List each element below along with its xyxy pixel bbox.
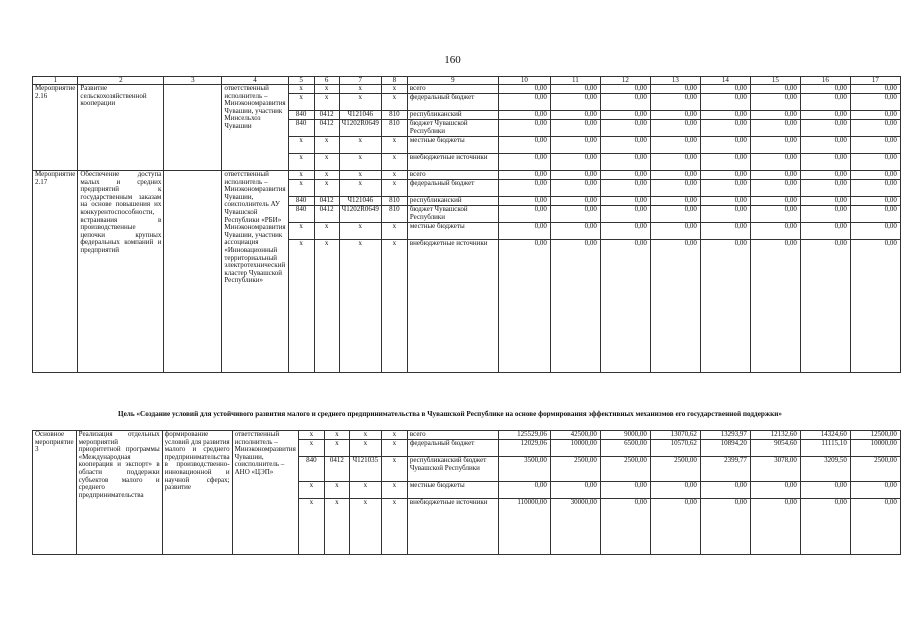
funding-source: республиканский <box>407 111 498 120</box>
value-year-3: 2500,00 <box>600 457 650 482</box>
code-target: x <box>339 85 381 94</box>
code-section: x <box>314 94 339 111</box>
value-year-5: 0,00 <box>700 197 750 206</box>
header-col-2: 2 <box>78 77 164 85</box>
code-target: x <box>339 240 381 373</box>
value-year-7: 0,00 <box>800 94 850 111</box>
value-year-5: 0,00 <box>700 499 750 555</box>
code-grbs: x <box>298 499 324 555</box>
value-year-1: 0,00 <box>498 171 550 180</box>
value-year-6: 0,00 <box>750 499 800 555</box>
value-year-8: 0,00 <box>850 482 900 499</box>
value-year-1: 110000,00 <box>498 499 550 555</box>
code-grbs: x <box>288 154 314 171</box>
value-year-8: 0,00 <box>850 94 900 111</box>
page-number: 160 <box>444 54 461 66</box>
value-year-7: 0,00 <box>800 120 850 137</box>
code-target: x <box>339 94 381 111</box>
code-grbs: 840 <box>288 111 314 120</box>
code-expense-type: x <box>381 499 407 555</box>
value-year-5: 0,00 <box>700 482 750 499</box>
value-year-5: 13293,97 <box>700 431 750 440</box>
value-year-8: 0,00 <box>850 499 900 555</box>
funding-source: местные бюджеты <box>407 482 498 499</box>
value-year-2: 0,00 <box>550 120 600 137</box>
value-year-6: 0,00 <box>750 180 800 197</box>
header-col-3: 3 <box>164 77 222 85</box>
value-year-5: 0,00 <box>700 137 750 154</box>
value-year-8: 0,00 <box>850 197 900 206</box>
code-expense-type: 810 <box>381 197 407 206</box>
value-year-6: 0,00 <box>750 85 800 94</box>
value-year-4: 0,00 <box>650 120 700 137</box>
header-col-7: 7 <box>339 77 381 85</box>
value-year-6: 0,00 <box>750 482 800 499</box>
value-year-3: 0,00 <box>600 223 650 240</box>
code-grbs: x <box>288 240 314 373</box>
code-section: x <box>314 180 339 197</box>
code-grbs: 840 <box>288 120 314 137</box>
value-year-3: 9000,00 <box>600 431 650 440</box>
header-col-10: 10 <box>498 77 550 85</box>
header-col-15: 15 <box>750 77 800 85</box>
value-year-1: 0,00 <box>498 197 550 206</box>
code-grbs: 840 <box>288 206 314 223</box>
activity-2-17-executor: ответственный исполнитель – Минэкономразвития Чувашии, соисполнитель АУ Чувашской Республики «РБИ» Минэкономразвития Чувашии, участник ассоциация «Инновационный территориальный электротехнический кластер Чувашской Республики» <box>222 171 288 373</box>
value-year-4: 0,00 <box>650 94 700 111</box>
funding-source: всего <box>407 85 498 94</box>
value-year-2: 42500,00 <box>550 431 600 440</box>
budget-table-bottom <box>32 430 901 555</box>
table-row <box>33 171 901 180</box>
value-year-6: 0,00 <box>750 137 800 154</box>
code-grbs: x <box>298 431 324 440</box>
funding-source: всего <box>407 171 498 180</box>
value-year-2: 0,00 <box>550 240 600 373</box>
code-section: x <box>314 85 339 94</box>
value-year-6: 9054,60 <box>750 440 800 457</box>
funding-source: федеральный бюджет <box>407 94 498 111</box>
value-year-6: 3078,00 <box>750 457 800 482</box>
value-year-7: 0,00 <box>800 171 850 180</box>
value-year-4: 0,00 <box>650 223 700 240</box>
code-grbs: 840 <box>288 197 314 206</box>
table-row <box>33 85 901 94</box>
code-expense-type: x <box>381 94 407 111</box>
value-year-3: 0,00 <box>600 94 650 111</box>
code-expense-type: x <box>381 457 407 482</box>
value-year-6: 0,00 <box>750 197 800 206</box>
code-expense-type: x <box>381 240 407 373</box>
value-year-4: 0,00 <box>650 111 700 120</box>
value-year-6: 0,00 <box>750 171 800 180</box>
code-target: x <box>349 440 381 457</box>
code-expense-type: x <box>381 440 407 457</box>
value-year-5: 0,00 <box>700 171 750 180</box>
value-year-7: 0,00 <box>800 240 850 373</box>
value-year-6: 0,00 <box>750 223 800 240</box>
value-year-1: 0,00 <box>498 180 550 197</box>
value-year-5: 10894,20 <box>700 440 750 457</box>
header-col-8: 8 <box>381 77 407 85</box>
value-year-1: 0,00 <box>498 120 550 137</box>
funding-source: местные бюджеты <box>407 137 498 154</box>
code-expense-type: x <box>381 482 407 499</box>
value-year-2: 0,00 <box>550 154 600 171</box>
code-grbs: x <box>288 171 314 180</box>
code-target: x <box>339 171 381 180</box>
value-year-6: 0,00 <box>750 240 800 373</box>
code-target: x <box>339 154 381 171</box>
value-year-6: 0,00 <box>750 111 800 120</box>
funding-source: федеральный бюджет <box>407 440 498 457</box>
value-year-8: 0,00 <box>850 223 900 240</box>
value-year-8: 0,00 <box>850 206 900 223</box>
value-year-3: 0,00 <box>600 171 650 180</box>
funding-source: республиканский <box>407 197 498 206</box>
value-year-3: 0,00 <box>600 85 650 94</box>
code-section: x <box>314 154 339 171</box>
code-grbs: x <box>298 440 324 457</box>
code-target: x <box>349 482 381 499</box>
value-year-7: 3209,50 <box>800 457 850 482</box>
funding-source: внебюджетные источники <box>407 154 498 171</box>
value-year-8: 0,00 <box>850 120 900 137</box>
value-year-7: 11115,10 <box>800 440 850 457</box>
value-year-8: 0,00 <box>850 111 900 120</box>
code-grbs: x <box>288 94 314 111</box>
code-expense-type: x <box>381 180 407 197</box>
header-col-9: 9 <box>407 77 498 85</box>
header-col-12: 12 <box>600 77 650 85</box>
code-expense-type: 810 <box>381 120 407 137</box>
code-section: 0412 <box>314 197 339 206</box>
value-year-4: 0,00 <box>650 482 700 499</box>
funding-source: бюджет Чувашской Республики <box>407 120 498 137</box>
value-year-2: 0,00 <box>550 180 600 197</box>
value-year-4: 0,00 <box>650 154 700 171</box>
value-year-3: 0,00 <box>600 197 650 206</box>
value-year-8: 12500,00 <box>850 431 900 440</box>
code-section: x <box>314 223 339 240</box>
value-year-4: 0,00 <box>650 197 700 206</box>
value-year-8: 0,00 <box>850 137 900 154</box>
value-year-2: 0,00 <box>550 137 600 154</box>
value-year-4: 0,00 <box>650 206 700 223</box>
goal-heading: Цель «Создание условий для устойчивого развития малого и среднего предпринимательства в Чувашской Республике на основе формирования эффективных механизмов его государственной поддержки» <box>118 410 782 418</box>
header-col-16: 16 <box>800 77 850 85</box>
value-year-7: 0,00 <box>800 206 850 223</box>
code-grbs: x <box>298 482 324 499</box>
value-year-8: 0,00 <box>850 240 900 373</box>
value-year-6: 0,00 <box>750 120 800 137</box>
code-target: Ч121046 <box>339 111 381 120</box>
header-col-17: 17 <box>850 77 900 85</box>
code-target: x <box>339 223 381 240</box>
value-year-7: 0,00 <box>800 137 850 154</box>
value-year-1: 0,00 <box>498 223 550 240</box>
funding-source: внебюджетные источники <box>407 240 498 373</box>
value-year-4: 0,00 <box>650 180 700 197</box>
code-target: Ч121035 <box>349 457 381 482</box>
main-activity-3-activity-id: Основное мероприятие 3 <box>33 431 77 555</box>
code-grbs: x <box>288 223 314 240</box>
code-expense-type: x <box>381 431 407 440</box>
funding-source: бюджет Чувашской Республики <box>407 206 498 223</box>
header-col-4: 4 <box>222 77 288 85</box>
value-year-4: 0,00 <box>650 499 700 555</box>
code-target: Ч1202R0649 <box>339 120 381 137</box>
header-col-14: 14 <box>700 77 750 85</box>
value-year-5: 0,00 <box>700 85 750 94</box>
code-target: x <box>349 431 381 440</box>
value-year-3: 0,00 <box>600 111 650 120</box>
value-year-7: 0,00 <box>800 197 850 206</box>
value-year-8: 0,00 <box>850 85 900 94</box>
code-target: Ч121046 <box>339 197 381 206</box>
value-year-1: 0,00 <box>498 111 550 120</box>
code-target: x <box>339 137 381 154</box>
value-year-2: 0,00 <box>550 94 600 111</box>
value-year-5: 0,00 <box>700 223 750 240</box>
value-year-1: 3500,00 <box>498 457 550 482</box>
value-year-2: 0,00 <box>550 223 600 240</box>
code-expense-type: 810 <box>381 111 407 120</box>
value-year-3: 0,00 <box>600 206 650 223</box>
value-year-4: 0,00 <box>650 137 700 154</box>
budget-table-top <box>32 76 901 373</box>
value-year-8: 10000,00 <box>850 440 900 457</box>
value-year-5: 0,00 <box>700 206 750 223</box>
code-section: 0412 <box>314 206 339 223</box>
value-year-4: 0,00 <box>650 85 700 94</box>
value-year-7: 0,00 <box>800 180 850 197</box>
value-year-2: 0,00 <box>550 197 600 206</box>
value-year-5: 0,00 <box>700 94 750 111</box>
value-year-7: 0,00 <box>800 85 850 94</box>
code-grbs: x <box>288 137 314 154</box>
value-year-3: 0,00 <box>600 154 650 171</box>
table-row <box>33 431 901 440</box>
code-target: Ч1202R0649 <box>339 206 381 223</box>
header-col-6: 6 <box>314 77 339 85</box>
activity-2-17-goal <box>164 171 222 373</box>
activity-2-16-goal <box>164 85 222 171</box>
code-section: 0412 <box>314 120 339 137</box>
value-year-8: 2500,00 <box>850 457 900 482</box>
code-grbs: 840 <box>298 457 324 482</box>
funding-source: внебюджетные источники <box>407 499 498 555</box>
value-year-5: 0,00 <box>700 240 750 373</box>
value-year-7: 0,00 <box>800 111 850 120</box>
value-year-2: 0,00 <box>550 171 600 180</box>
value-year-3: 0,00 <box>600 240 650 373</box>
value-year-1: 0,00 <box>498 85 550 94</box>
main-activity-3-activity-name: Реализация отдельных мероприятий приоритетной программы «Международная кооперация и экспорт» в области поддержки субъектов малого и среднего предпринимательства <box>76 431 162 555</box>
code-target: x <box>349 499 381 555</box>
value-year-1: 12029,06 <box>498 440 550 457</box>
value-year-5: 0,00 <box>700 154 750 171</box>
value-year-5: 0,00 <box>700 111 750 120</box>
code-grbs: x <box>288 85 314 94</box>
value-year-4: 0,00 <box>650 240 700 373</box>
value-year-1: 0,00 <box>498 154 550 171</box>
value-year-3: 0,00 <box>600 482 650 499</box>
code-section: x <box>324 440 349 457</box>
value-year-7: 0,00 <box>800 499 850 555</box>
value-year-4: 13070,62 <box>650 431 700 440</box>
value-year-3: 0,00 <box>600 180 650 197</box>
value-year-6: 0,00 <box>750 154 800 171</box>
value-year-5: 2399,77 <box>700 457 750 482</box>
value-year-3: 0,00 <box>600 499 650 555</box>
header-col-1: 1 <box>33 77 78 85</box>
value-year-8: 0,00 <box>850 180 900 197</box>
value-year-7: 0,00 <box>800 482 850 499</box>
code-section: x <box>314 240 339 373</box>
value-year-1: 0,00 <box>498 206 550 223</box>
value-year-2: 0,00 <box>550 482 600 499</box>
activity-2-17-activity-id: Мероприятие 2.17 <box>33 171 78 373</box>
value-year-1: 0,00 <box>498 94 550 111</box>
value-year-2: 30000,00 <box>550 499 600 555</box>
value-year-1: 0,00 <box>498 240 550 373</box>
value-year-5: 0,00 <box>700 180 750 197</box>
code-expense-type: x <box>381 137 407 154</box>
value-year-2: 0,00 <box>550 111 600 120</box>
code-expense-type: 810 <box>381 206 407 223</box>
value-year-4: 10570,62 <box>650 440 700 457</box>
value-year-7: 0,00 <box>800 154 850 171</box>
value-year-8: 0,00 <box>850 171 900 180</box>
code-expense-type: x <box>381 223 407 240</box>
main-activity-3-executor: ответственный исполнитель – Минэкономразвития Чувашии, соисполнитель – АНО «ЦЭП» <box>232 431 298 555</box>
header-col-5: 5 <box>288 77 314 85</box>
value-year-2: 0,00 <box>550 206 600 223</box>
header-col-13: 13 <box>650 77 700 85</box>
value-year-8: 0,00 <box>850 154 900 171</box>
funding-source: федеральный бюджет <box>407 180 498 197</box>
value-year-1: 0,00 <box>498 137 550 154</box>
value-year-5: 0,00 <box>700 120 750 137</box>
code-grbs: x <box>288 180 314 197</box>
activity-2-16-activity-name: Развитие сельскохозяйственной кооперации <box>78 85 164 171</box>
value-year-7: 0,00 <box>800 223 850 240</box>
funding-source: местные бюджеты <box>407 223 498 240</box>
value-year-2: 0,00 <box>550 85 600 94</box>
activity-2-16-executor: ответственный исполнитель – Минэкономразвития Чувашии, участник Минсельхоз Чувашии <box>222 85 288 171</box>
value-year-3: 0,00 <box>600 137 650 154</box>
value-year-6: 0,00 <box>750 94 800 111</box>
value-year-3: 6500,00 <box>600 440 650 457</box>
value-year-4: 0,00 <box>650 171 700 180</box>
code-section: x <box>314 171 339 180</box>
value-year-2: 10000,00 <box>550 440 600 457</box>
activity-2-17-activity-name: Обеспечение доступа малых и средних предприятий к государственным заказам на основе повышения их конкурентоспособности, встраивания в производственные цепочки крупных федеральных компаний и предприятий <box>78 171 164 373</box>
code-section: x <box>324 499 349 555</box>
value-year-1: 0,00 <box>498 482 550 499</box>
value-year-6: 12132,60 <box>750 431 800 440</box>
code-target: x <box>339 180 381 197</box>
value-year-2: 2500,00 <box>550 457 600 482</box>
value-year-4: 2500,00 <box>650 457 700 482</box>
value-year-3: 0,00 <box>600 120 650 137</box>
value-year-7: 14324,60 <box>800 431 850 440</box>
code-section: x <box>314 137 339 154</box>
activity-2-16-activity-id: Мероприятие 2.16 <box>33 85 78 171</box>
value-year-6: 0,00 <box>750 206 800 223</box>
value-year-1: 125529,06 <box>498 431 550 440</box>
code-section: x <box>324 482 349 499</box>
code-expense-type: x <box>381 171 407 180</box>
code-expense-type: x <box>381 154 407 171</box>
funding-source: всего <box>407 431 498 440</box>
code-section: 0412 <box>314 111 339 120</box>
main-activity-3-goal: формирование условий для развития малого и среднего предпринимательства в производственно-инновационной и научной сферах; развитие <box>162 431 232 555</box>
funding-source: республиканский бюджет Чувашской Республики <box>407 457 498 482</box>
code-expense-type: x <box>381 85 407 94</box>
header-col-11: 11 <box>550 77 600 85</box>
code-section: 0412 <box>324 457 349 482</box>
code-section: x <box>324 431 349 440</box>
